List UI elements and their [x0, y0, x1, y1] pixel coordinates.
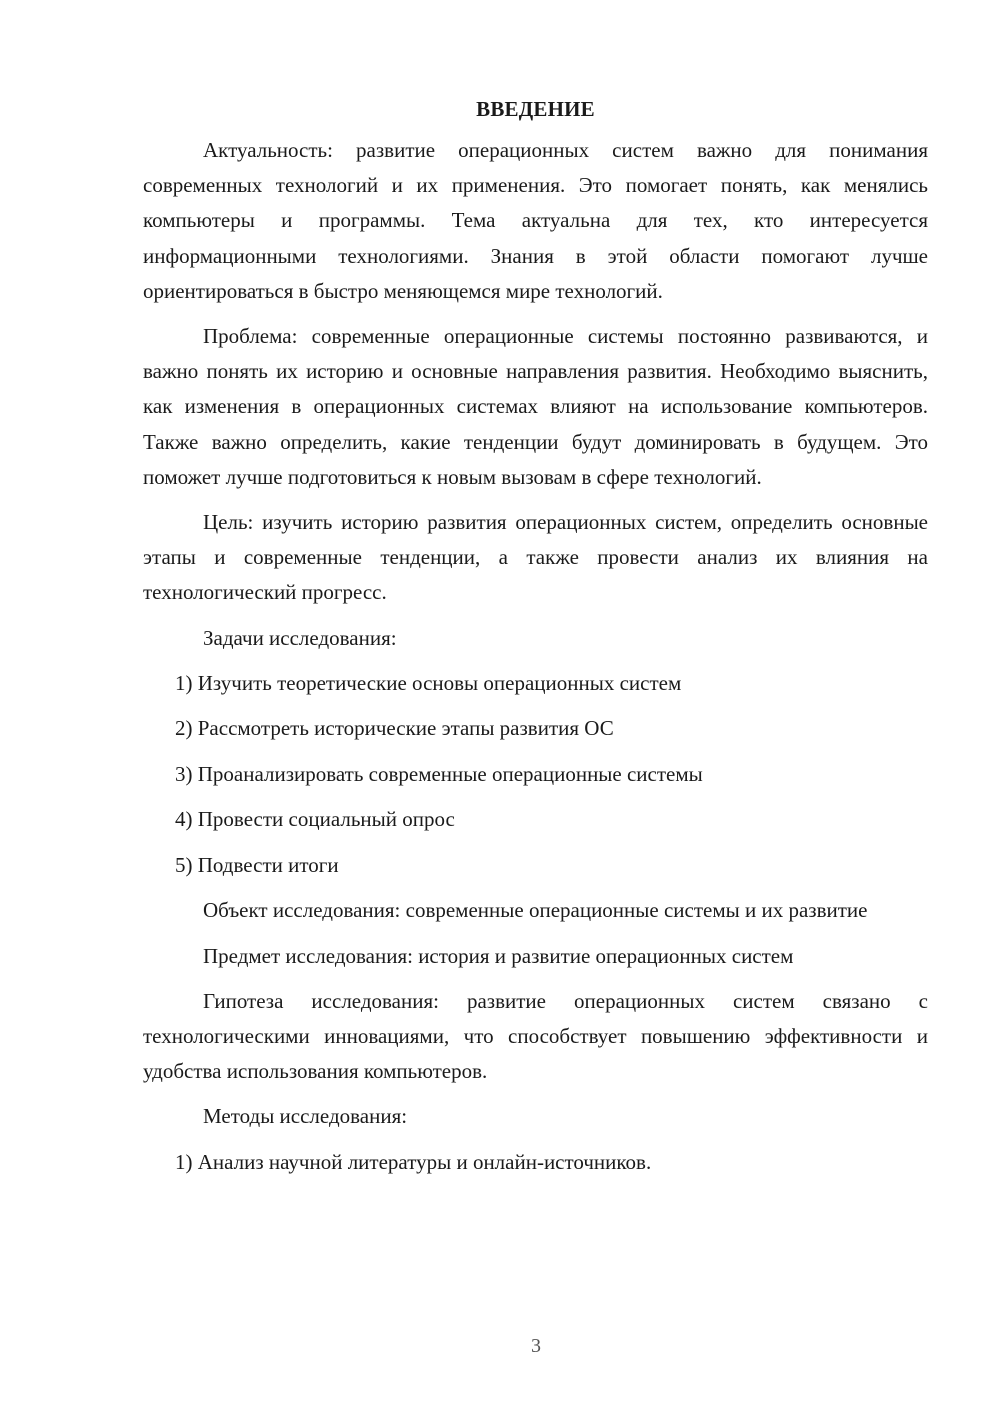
methods-list — [143, 1145, 928, 1180]
task-item-5: 5) Подвести итоги — [175, 852, 339, 877]
method-item-1: 1) Анализ научной литературы и онлайн-источников. — [175, 1149, 652, 1174]
tasks-heading: Задачи исследования: — [203, 625, 397, 650]
subject-paragraph: Предмет исследования: история и развитие операционных систем — [203, 943, 794, 968]
page-number: 3 — [531, 1335, 541, 1357]
task-item-4: 4) Провести социальный опрос — [175, 807, 455, 832]
page-title: ВВЕДЕНИЕ — [476, 97, 595, 121]
tasks-list — [143, 666, 928, 883]
document-body — [143, 92, 928, 1190]
methods-heading: Методы исследования: — [203, 1104, 408, 1129]
task-item-1: 1) Изучить теоретические основы операционных систем — [175, 670, 682, 695]
task-item-2: 2) Рассмотреть исторические этапы развития ОС — [175, 716, 614, 741]
problem-paragraph: Проблема: современные операционные системы постоянно развиваются, и важно понять их историю и основные направления развития. Необходимо выяснить, как изменения в операционных системах влияют на использование компьютеров. Также важно определить, какие тенденции будут доминировать в будущем. Это поможет лучше подготовиться к новым вызовам в сфере технологий. — [143, 324, 928, 489]
relevance-paragraph: Актуальность: развитие операционных систем важно для понимания современных технологий и их применения. Это помогает понять, как менялись компьютеры и программы. Тема актуальна для тех, кто интересуется информационными технологиями. Знания в этой области помогают лучше ориентироваться в быстро меняющемся мире технологий. — [143, 138, 928, 303]
object-paragraph: Объект исследования: современные операционные системы и их развитие — [203, 898, 868, 923]
task-item-3: 3) Проанализировать современные операционные системы — [175, 761, 703, 786]
hypothesis-paragraph: Гипотеза исследования: развитие операционных систем связано с технологическими инновациями, что способствует повышению эффективности и удобства использования компьютеров. — [143, 988, 928, 1084]
goal-paragraph: Цель: изучить историю развития операционных систем, определить основные этапы и современные тенденции, а также провести анализ их влияния на технологический прогресс. — [143, 510, 928, 605]
